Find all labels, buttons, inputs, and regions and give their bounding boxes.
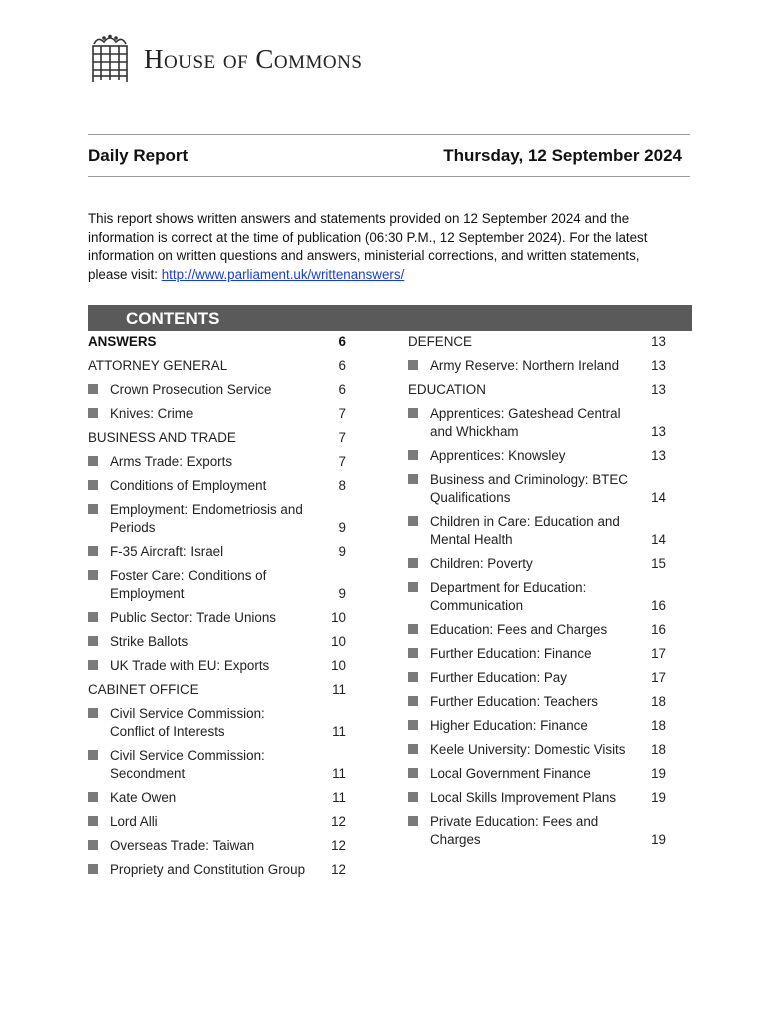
contents-entry-label: Arms Trade: Exports: [110, 454, 233, 469]
contents-entry[interactable]: [88, 501, 346, 537]
intro-text: This report shows written answers and statements provided on 12 September 2024 and the information is correct at the time of publication (06:30 P.M., 12 September 2024). For the latest information on written questions and answers, ministerial corrections, and written statements, please visit:: [88, 211, 648, 282]
contents-entry-label: Propriety and Constitution Group: [110, 862, 306, 877]
contents-page-number: 9: [338, 520, 346, 535]
square-bullet-icon: [408, 816, 418, 826]
contents-section-heading[interactable]: [88, 429, 346, 447]
contents-page-number: 13: [651, 358, 666, 373]
contents-entry[interactable]: [408, 645, 666, 663]
contents-entry[interactable]: [88, 477, 346, 495]
contents-entry-label: Local Skills Improvement Plans: [430, 790, 617, 805]
square-bullet-icon: [88, 384, 98, 394]
contents-entry[interactable]: [88, 453, 346, 471]
square-bullet-icon: [88, 636, 98, 646]
contents-entry-label: Employment: Endometriosis and Periods: [110, 502, 303, 535]
contents-entry[interactable]: [408, 669, 666, 687]
header-bottom-divider: [88, 176, 690, 177]
contents-entry-label: BUSINESS AND TRADE: [88, 430, 236, 445]
square-bullet-icon: [408, 648, 418, 658]
header-top-divider: [88, 134, 690, 135]
contents-page-number: 7: [338, 430, 346, 445]
contents-page-number: 13: [651, 382, 666, 397]
contents-entry-label: ANSWERS: [88, 334, 157, 349]
square-bullet-icon: [408, 744, 418, 754]
square-bullet-icon: [408, 720, 418, 730]
contents-entry-label: Further Education: Pay: [430, 670, 567, 685]
contents-entry[interactable]: [88, 747, 346, 783]
report-title: Daily Report: [88, 146, 189, 165]
contents-page-number: 12: [331, 862, 346, 877]
contents-entry-label: Further Education: Finance: [430, 646, 592, 661]
square-bullet-icon: [408, 408, 418, 418]
contents-page-number: 14: [651, 490, 666, 505]
square-bullet-icon: [408, 474, 418, 484]
contents-entry[interactable]: [408, 579, 666, 615]
contents-entry-label: Private Education: Fees and Charges: [430, 814, 599, 847]
contents-entry[interactable]: [408, 621, 666, 639]
contents-entry[interactable]: [408, 741, 666, 759]
contents-entry-label: Civil Service Commission: Conflict of Interests: [110, 706, 265, 739]
contents-entry[interactable]: [408, 717, 666, 735]
contents-entry-label: Crown Prosecution Service: [110, 382, 272, 397]
contents-page-number: 11: [332, 682, 346, 697]
contents-page-number: 9: [338, 586, 346, 601]
contents-entry[interactable]: [408, 471, 666, 507]
contents-section-heading[interactable]: [408, 381, 666, 399]
organisation-name: House of Commons: [144, 43, 363, 74]
contents-entry-label: Kate Owen: [110, 790, 177, 805]
contents-entry-label: Army Reserve: Northern Ireland: [430, 358, 620, 373]
contents-entry[interactable]: [408, 813, 666, 849]
contents-entry-label: DEFENCE: [408, 334, 472, 349]
square-bullet-icon: [88, 456, 98, 466]
square-bullet-icon: [88, 816, 98, 826]
square-bullet-icon: [408, 696, 418, 706]
contents-page-number: 10: [331, 610, 346, 625]
square-bullet-icon: [88, 792, 98, 802]
contents-page-number: 9: [338, 544, 346, 559]
square-bullet-icon: [88, 750, 98, 760]
contents-entry[interactable]: [88, 633, 346, 651]
contents-page-number: 16: [651, 622, 666, 637]
contents-entry-label: EDUCATION: [408, 382, 486, 397]
square-bullet-icon: [88, 840, 98, 850]
contents-right-column: [408, 333, 666, 855]
contents-entry[interactable]: [408, 789, 666, 807]
contents-entry[interactable]: [88, 543, 346, 561]
contents-page-number: 6: [338, 382, 346, 397]
contents-page-number: 14: [651, 532, 666, 547]
contents-entry-label: UK Trade with EU: Exports: [110, 658, 270, 673]
contents-page-number: 15: [651, 556, 666, 571]
square-bullet-icon: [408, 672, 418, 682]
contents-entry-label: Lord Alli: [110, 814, 158, 829]
contents-section-heading[interactable]: [88, 333, 346, 351]
contents-entry-label: Business and Criminology: BTEC Qualifications: [430, 472, 628, 505]
square-bullet-icon: [88, 612, 98, 622]
contents-page-number: 7: [338, 454, 346, 469]
contents-entry-label: Education: Fees and Charges: [430, 622, 608, 637]
contents-entry-label: Further Education: Teachers: [430, 694, 598, 709]
contents-page-number: 19: [651, 766, 666, 781]
contents-page-number: 18: [651, 718, 666, 733]
contents-page-number: 10: [331, 658, 346, 673]
contents-page-number: 7: [338, 406, 346, 421]
contents-section-heading[interactable]: [88, 681, 346, 699]
contents-entry[interactable]: [88, 405, 346, 423]
contents-page-number: 16: [651, 598, 666, 613]
contents-section-heading[interactable]: [88, 357, 346, 375]
contents-entry[interactable]: [88, 657, 346, 675]
contents-entry-label: Keele University: Domestic Visits: [430, 742, 626, 757]
house-of-commons-logo: [88, 34, 362, 84]
square-bullet-icon: [88, 570, 98, 580]
square-bullet-icon: [88, 864, 98, 874]
contents-entry-label: Higher Education: Finance: [430, 718, 588, 733]
contents-page-number: 12: [331, 838, 346, 853]
written-answers-link[interactable]: http://www.parliament.uk/writtenanswers/: [161, 266, 405, 282]
contents-entry-label: Department for Education: Communication: [430, 580, 587, 613]
contents-entry[interactable]: [408, 693, 666, 711]
contents-entry-label: Conditions of Employment: [110, 478, 267, 493]
contents-entry-label: Local Government Finance: [430, 766, 591, 781]
square-bullet-icon: [88, 408, 98, 418]
contents-entry[interactable]: [408, 555, 666, 573]
report-date: Thursday, 12 September 2024: [443, 146, 682, 165]
square-bullet-icon: [408, 450, 418, 460]
contents-entry[interactable]: [88, 567, 346, 603]
contents-page-number: 19: [651, 832, 666, 847]
contents-entry-label: Apprentices: Gateshead Central and Whickham: [430, 406, 621, 439]
contents-page-number: 18: [651, 742, 666, 757]
contents-entry[interactable]: [88, 813, 346, 831]
contents-entry[interactable]: [408, 447, 666, 465]
contents-page-number: 6: [338, 358, 346, 373]
contents-entry-label: CABINET OFFICE: [88, 682, 199, 697]
contents-entry[interactable]: [88, 861, 346, 879]
contents-entry-label: Strike Ballots: [110, 634, 189, 649]
contents-entry[interactable]: [408, 357, 666, 375]
contents-entry[interactable]: [88, 789, 346, 807]
contents-left-column: [88, 333, 346, 885]
contents-entry[interactable]: [408, 513, 666, 549]
contents-page-number: 11: [332, 766, 346, 781]
square-bullet-icon: [408, 792, 418, 802]
contents-page-number: 6: [338, 334, 346, 349]
contents-entry-label: F-35 Aircraft: Israel: [110, 544, 224, 559]
contents-entry[interactable]: [408, 405, 666, 441]
contents-page-number: 13: [651, 448, 666, 463]
square-bullet-icon: [88, 708, 98, 718]
contents-page-number: 8: [338, 478, 346, 493]
square-bullet-icon: [88, 504, 98, 514]
contents-page-number: 17: [651, 670, 666, 685]
square-bullet-icon: [408, 360, 418, 370]
contents-entry-label: ATTORNEY GENERAL: [88, 358, 228, 373]
contents-page-number: 13: [651, 334, 666, 349]
contents-entry-label: Knives: Crime: [110, 406, 194, 421]
contents-page-number: 18: [651, 694, 666, 709]
contents-entry-label: Apprentices: Knowsley: [430, 448, 566, 463]
contents-entry-label: Civil Service Commission: Secondment: [110, 748, 265, 781]
square-bullet-icon: [408, 558, 418, 568]
contents-page-number: 17: [651, 646, 666, 661]
contents-entry[interactable]: [88, 837, 346, 855]
square-bullet-icon: [88, 480, 98, 490]
contents-page-number: 12: [331, 814, 346, 829]
contents-entry-label: Children: Poverty: [430, 556, 533, 571]
contents-entry-label: Children in Care: Education and Mental Health: [430, 514, 620, 547]
contents-page-number: 11: [332, 790, 346, 805]
portcullis-icon: [88, 34, 132, 84]
contents-page-number: 11: [332, 724, 346, 739]
contents-page-number: 10: [331, 634, 346, 649]
contents-section-heading[interactable]: [408, 333, 666, 351]
contents-entry[interactable]: [88, 609, 346, 627]
square-bullet-icon: [88, 546, 98, 556]
contents-entry[interactable]: [88, 381, 346, 399]
square-bullet-icon: [408, 516, 418, 526]
contents-entry[interactable]: [88, 705, 346, 741]
intro-paragraph: [88, 210, 678, 284]
square-bullet-icon: [408, 768, 418, 778]
square-bullet-icon: [408, 624, 418, 634]
contents-entry-label: Public Sector: Trade Unions: [110, 610, 276, 625]
contents-page-number: 19: [651, 790, 666, 805]
contents-entry-label: Foster Care: Conditions of Employment: [110, 568, 267, 601]
contents-entry[interactable]: [408, 765, 666, 783]
square-bullet-icon: [88, 660, 98, 670]
contents-page-number: 13: [651, 424, 666, 439]
square-bullet-icon: [408, 582, 418, 592]
contents-entry-label: Overseas Trade: Taiwan: [110, 838, 255, 853]
contents-heading: CONTENTS: [88, 305, 692, 331]
